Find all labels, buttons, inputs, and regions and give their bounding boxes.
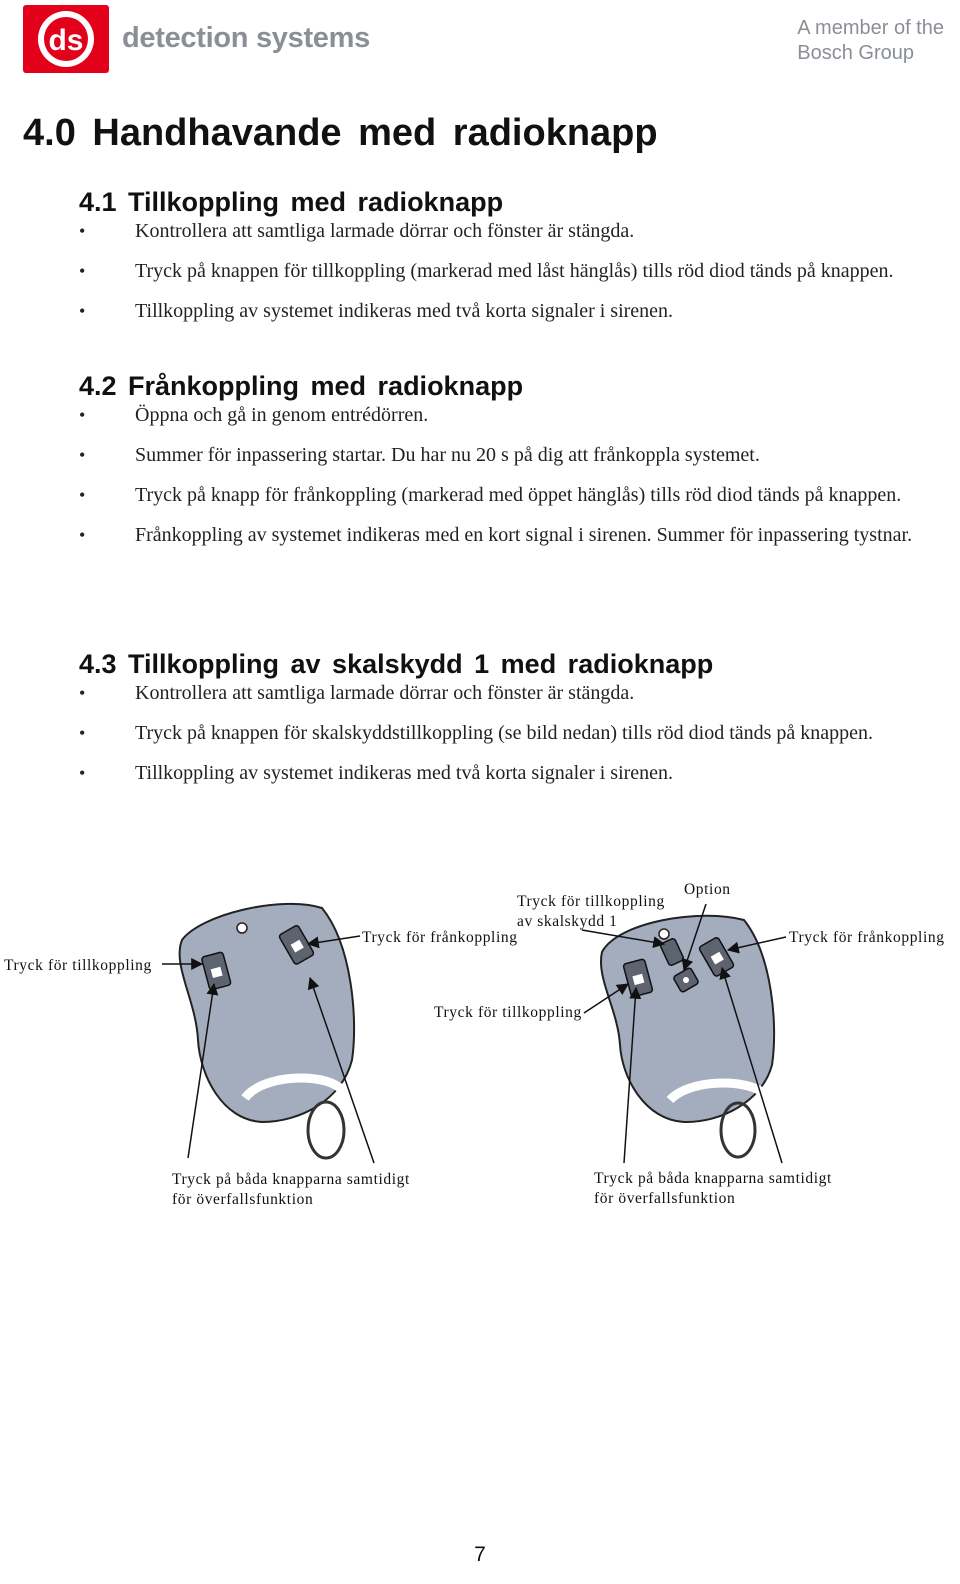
remote-fob-figure [0, 860, 960, 1240]
bullet-icon: • [79, 445, 86, 465]
list-item [79, 680, 939, 706]
caption-right-shell [517, 892, 665, 932]
list-item [79, 298, 939, 324]
section-heading: 4.1 Tillkoppling med radioknapp [79, 187, 504, 217]
list-item-text: Öppna och gå in genom entrédörren. [135, 404, 429, 426]
caption-left-panic-line-1: Tryck på båda knapparna samtidigt [172, 1171, 410, 1188]
list-item [79, 402, 939, 428]
caption-right-shell-line-1: Tryck för tillkoppling [517, 893, 665, 910]
left-remote-fob [162, 904, 374, 1163]
ds-logo [23, 5, 109, 73]
bullet-icon: • [79, 405, 86, 425]
list-item-text: Tryck på knappen för skalskyddstillkoppling (se bild nedan) tills röd diod tänds på knappen. [135, 722, 874, 744]
list-item-text: Summer för inpassering startar. Du har nu 20 s på dig att frånkoppla systemet. [135, 444, 760, 466]
member-of-group [797, 16, 944, 66]
list-item [79, 760, 939, 786]
member-line-2: Bosch Group [797, 42, 914, 64]
caption-right-shell-line-2: av skalskydd 1 [517, 913, 618, 930]
caption-left-disarm: Tryck för frånkoppling [362, 929, 518, 946]
list-item-text: Tryck på knappen för tillkoppling (markerad med låst hänglås) tills röd diod tänds på knappen. [135, 260, 894, 282]
list-item-text: Tryck på knapp för frånkoppling (markerad med öppet hänglås) tills röd diod tänds på knappen. [135, 484, 902, 506]
list-item-text: Kontrollera att samtliga larmade dörrar och fönster är stängda. [135, 682, 635, 704]
page-number: 7 [474, 1543, 486, 1566]
section-heading: 4.2 Frånkoppling med radioknapp [79, 371, 524, 401]
key-ring-icon [721, 1103, 755, 1157]
caption-left-arm: Tryck för tillkoppling [4, 957, 152, 974]
list-item [79, 258, 939, 284]
section-4-2 [79, 370, 939, 562]
caption-right-arm: Tryck för tillkoppling [434, 1004, 582, 1021]
caption-left-panic [172, 1170, 410, 1210]
caption-right-panic [594, 1169, 832, 1209]
bullet-icon: • [79, 221, 86, 241]
bullet-icon: • [79, 683, 86, 703]
section-heading: 4.3 Tillkoppling av skalskydd 1 med radioknapp [79, 649, 714, 679]
bullet-icon: • [79, 723, 86, 743]
section-4-1 [79, 186, 939, 338]
bullet-icon: • [79, 763, 86, 783]
list-item [79, 442, 939, 468]
right-remote-fob [582, 904, 786, 1163]
bullet-icon: • [79, 485, 86, 505]
section-4-3 [79, 648, 939, 800]
caption-right-panic-line-2: för överfallsfunktion [594, 1190, 736, 1207]
logo-text: ds [48, 24, 84, 57]
list-item [79, 218, 939, 244]
list-item [79, 522, 939, 548]
list-item [79, 482, 939, 508]
caption-left-panic-line-2: för överfallsfunktion [172, 1191, 314, 1208]
bullet-list [79, 402, 939, 548]
caption-right-panic-line-1: Tryck på båda knapparna samtidigt [594, 1170, 832, 1187]
bullet-list [79, 218, 939, 324]
key-ring-icon [308, 1102, 344, 1158]
member-line-1: A member of the [797, 17, 944, 39]
bullet-icon: • [79, 301, 86, 321]
bullet-icon: • [79, 261, 86, 281]
ds-logo-mark [23, 5, 109, 73]
led-icon [237, 923, 247, 933]
caption-right-disarm: Tryck för frånkoppling [789, 929, 945, 946]
bullet-list [79, 680, 939, 786]
caption-right-option: Option [684, 881, 731, 898]
bullet-icon: • [79, 525, 86, 545]
list-item-text: Frånkoppling av systemet indikeras med en kort signal i sirenen. Summer för inpassering tystnar. [135, 524, 913, 546]
list-item [79, 720, 939, 746]
list-item-text: Kontrollera att samtliga larmade dörrar och fönster är stängda. [135, 220, 635, 242]
list-item-text: Tillkoppling av systemet indikeras med två korta signaler i sirenen. [135, 300, 674, 322]
brand-name: detection systems [122, 22, 370, 54]
list-item-text: Tillkoppling av systemet indikeras med två korta signaler i sirenen. [135, 762, 674, 784]
page-title: 4.0 Handhavande med radioknapp [23, 112, 658, 154]
